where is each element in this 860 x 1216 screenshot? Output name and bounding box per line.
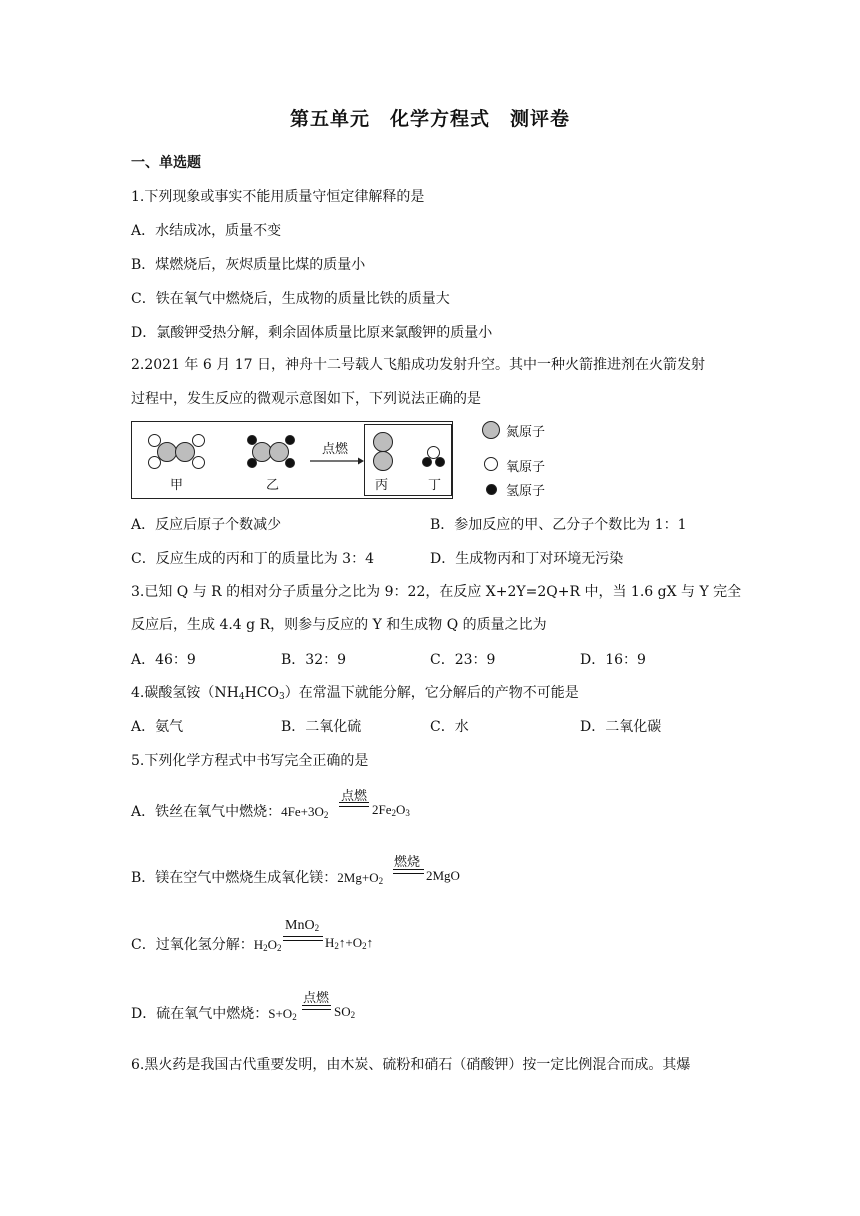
question-2-stem-line1: 2.2021 年 6 月 17 日，神舟十二号载人飞船成功发射升空。其中一种火箭推进剂在火箭发射 [131,357,705,373]
label-jia: 甲 [170,478,184,493]
label-ding: 丁 [428,478,442,493]
q2-option-a: A．反应后原子个数减少 [131,517,282,533]
q3-option-d: D．16：9 [580,652,646,668]
question-1-stem: 1.下列现象或事实不能用质量守恒定律解释的是 [131,189,425,205]
hydrogen-atom [435,457,445,467]
q5b-condition: 燃烧 [394,855,421,870]
q1-option-d: D．氯酸钾受热分解，剩余固体质量比原来氯酸钾的质量小 [131,325,493,341]
q4-option-c: C．水 [430,719,469,735]
q1-option-a: A．水结成冰，质量不变 [131,223,282,239]
question-6-stem: 6.黑火药是我国古代重要发明，由木炭、硫粉和硝石（硝酸钾）按一定比例混合而成。其爆 [131,1057,691,1073]
reaction-diagram [131,421,453,499]
hydrogen-atom [285,458,295,468]
q4-option-b: B．二氧化硫 [281,719,362,735]
q5d-product: $SO_2$ [334,1004,356,1020]
q5c-catalyst: MnO$_2$ [285,918,320,933]
question-3-stem-line1: 3.已知 Q 与 R 的相对分子质量分之比为 9：22，在反应 X+2Y=2Q+R 中，当 1.6 gX 与 Y 完全 [131,584,742,600]
q2-option-b: B．参加反应的甲、乙分子个数比为 1：1 [430,517,687,533]
q5a-condition: 点燃 [341,789,368,804]
q5a-equal-sign [339,802,369,807]
hydrogen-atom [422,457,432,467]
q4-option-a: A．氨气 [131,719,184,735]
q3-option-a: A．46：9 [131,652,196,668]
q2-option-c: C．反应生成的丙和丁的质量比为 3：4 [131,551,374,567]
q5-option-c: C．过氧化氢分解：$H_2O_2$ [131,937,282,953]
q5d-condition: 点燃 [303,991,330,1006]
q5b-product: 2MgO [426,868,460,883]
label-bing: 丙 [375,478,389,493]
question-4-stem: 4.碳酸氢铵$(NH_4HCO_3)$在常温下就能分解，它分解后的产物不可能是 [131,685,579,702]
q3-option-c: C．23：9 [430,652,496,668]
question-3-stem-line2: 反应后，生成 4.4 g R，则参与反应的 Y 和生成物 Q 的质量之比为 [131,617,547,633]
q1-option-b: B．煤燃烧后，灰烬质量比煤的质量小 [131,257,366,273]
label-yi: 乙 [266,478,280,493]
nitrogen-atom [157,442,177,462]
nitrogen-atom [373,432,393,452]
legend-nitrogen: 氮原子 [506,425,546,440]
oxygen-legend-icon [484,457,498,471]
section-heading: 一、单选题 [131,155,201,171]
q3-option-b: B．32：9 [281,652,347,668]
oxygen-atom [192,456,205,469]
q5-option-a: A．铁丝在氧气中燃烧：$4Fe+3O_2$ [131,804,329,820]
oxygen-atom [192,434,205,447]
legend-oxygen: 氧原子 [506,460,546,475]
hydrogen-atom [285,435,295,445]
reaction-arrow-icon [310,456,364,466]
q2-option-d: D．生成物丙和丁对环境无污染 [430,551,624,567]
q5-option-b: B．镁在空气中燃烧生成氧化镁：$2Mg+O_2$ [131,870,384,886]
legend-hydrogen: 氢原子 [506,484,546,499]
q1-option-c: C．铁在氧气中燃烧后，生成物的质量比铁的质量大 [131,291,450,307]
q5c-equal-sign [283,936,323,941]
nitrogen-atom [373,451,393,471]
nitrogen-legend-icon [482,421,500,439]
arrow-label: 点燃 [322,442,349,457]
q4-option-d: D．二氧化碳 [580,719,662,735]
page-title: 第五单元 化学方程式 测评卷 [289,108,570,130]
question-5-stem: 5.下列化学方程式中书写完全正确的是 [131,753,369,769]
q5d-equal-sign [302,1005,331,1010]
q5-option-d: D．硫在氧气中燃烧：$S+O_2$ [131,1006,297,1022]
q5b-equal-sign [393,869,424,874]
hydrogen-legend-icon [486,484,497,495]
question-2-stem-line2: 过程中，发生反应的微观示意图如下，下列说法正确的是 [131,391,481,407]
q5c-product: $H_2↑+O_2↑$ [325,935,374,951]
q5a-product: $2Fe_2O_3$ [372,802,410,818]
